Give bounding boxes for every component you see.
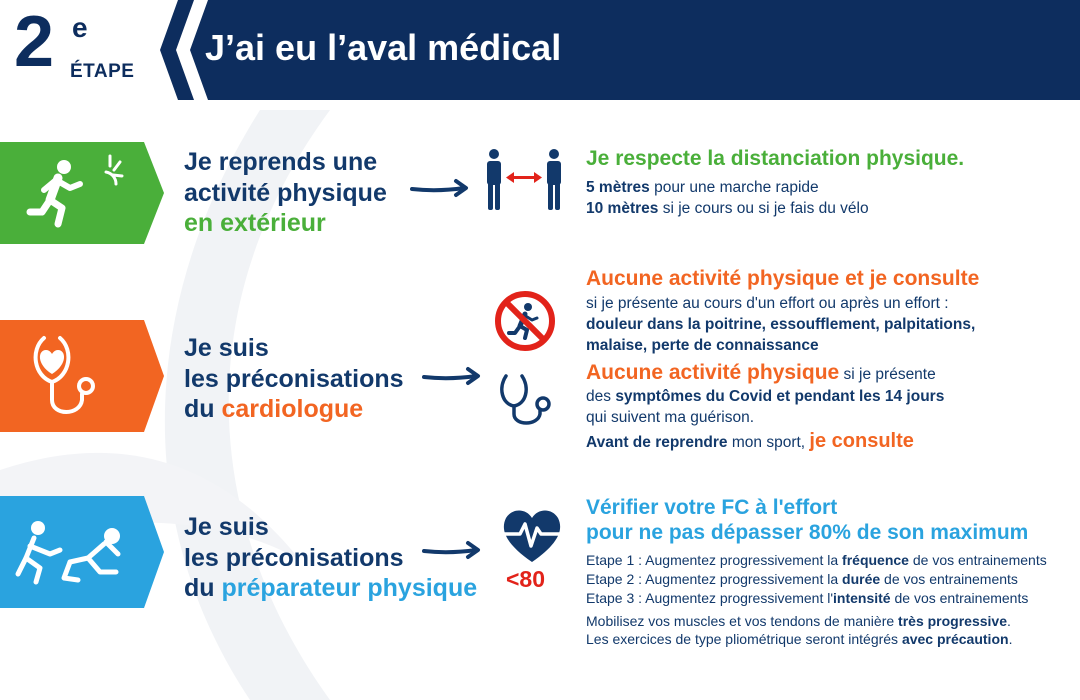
row1-line1: 5 mètres pour une marche rapide — [586, 179, 819, 197]
row2-title-line2: les préconisations — [184, 364, 404, 393]
runner-badge — [0, 142, 164, 244]
row3-title-line1: Je suis — [184, 513, 269, 541]
row3-line4: Mobilisez vos muscles et vos tendons de manière très progressive. — [586, 612, 1011, 629]
row2-heading2: Aucune activité physique si je présente — [586, 361, 936, 385]
row1-title-line2: activité physique — [184, 178, 387, 207]
row1-title-line1: Je reprends une — [184, 148, 378, 176]
trainer-athlete-icon — [0, 496, 164, 608]
row3-title-line2: les préconisations — [184, 543, 404, 572]
row2-line1: si je présente au cours d'un effort ou après un effort : — [586, 295, 949, 313]
row3-title-highlight: préparateur physique — [221, 574, 478, 602]
row2-line4: des symptômes du Covid et pendant les 14 jours — [586, 387, 945, 405]
row3-step3: Etape 3 : Augmentez progressivement l'intensité de vos entrainements — [586, 589, 1029, 606]
stethoscope-icon — [498, 372, 554, 430]
row2-heading1: Aucune activité physique et je consulte — [586, 267, 980, 290]
row2-arrow-icon — [422, 366, 482, 386]
row2-line3: malaise, perte de connaissance — [586, 337, 819, 355]
row1-line2: 10 mètres si je cours ou si je fais du vélo — [586, 200, 869, 218]
row3-info — [586, 495, 1047, 649]
heart-stethoscope-icon — [0, 320, 164, 432]
row2-info — [586, 266, 979, 455]
row3-step1: Etape 1 : Augmentez progressivement la fréquence de vos entrainements — [586, 552, 1047, 569]
row1-title — [184, 147, 387, 239]
row1-title-highlight: en extérieur — [184, 209, 326, 237]
runner-icon — [0, 142, 164, 244]
row1-arrow-icon — [410, 178, 470, 198]
step-word: ÉTAPE — [70, 61, 135, 82]
row1-heading: Je respecte la distanciation physique. — [586, 147, 965, 170]
row2-title-line1: Je suis — [184, 334, 269, 362]
step-number: 2 — [14, 2, 52, 82]
row2-line6: Avant de reprendre mon sport, je consulte — [586, 429, 914, 452]
row3-arrow-icon — [422, 540, 482, 560]
row2-title — [184, 333, 404, 425]
heart-rate-icon — [500, 506, 564, 564]
row3-line5: Les exercices de type pliométrique seront intégrés avec précaution. — [586, 631, 1013, 648]
row2-line2: douleur dans la poitrine, essoufflement, palpitations, — [586, 316, 976, 334]
step-superscript: e — [72, 12, 88, 43]
row3-heading2: pour ne pas dépasser 80% de son maximum — [586, 521, 1029, 545]
row3-heading1: Vérifier votre FC à l'effort — [586, 496, 838, 519]
row2-title-highlight: cardiologue — [221, 395, 364, 423]
row2-line5: qui suivent ma guérison. — [586, 408, 755, 426]
cardio-badge — [0, 320, 164, 432]
row3-step2: Etape 2 : Augmentez progressivement la durée de vos entrainements — [586, 571, 1018, 588]
no-running-icon — [494, 290, 556, 352]
row2-title-line3: du cardiologue — [184, 395, 364, 423]
heart-rate-limit: <80 — [506, 566, 546, 592]
distance-people-icon — [484, 148, 566, 212]
row1-info — [586, 146, 964, 219]
row3-title-line3: du préparateur physique — [184, 574, 478, 602]
trainer-badge — [0, 496, 164, 608]
page-title: J’ai eu l’aval médical — [205, 27, 562, 68]
